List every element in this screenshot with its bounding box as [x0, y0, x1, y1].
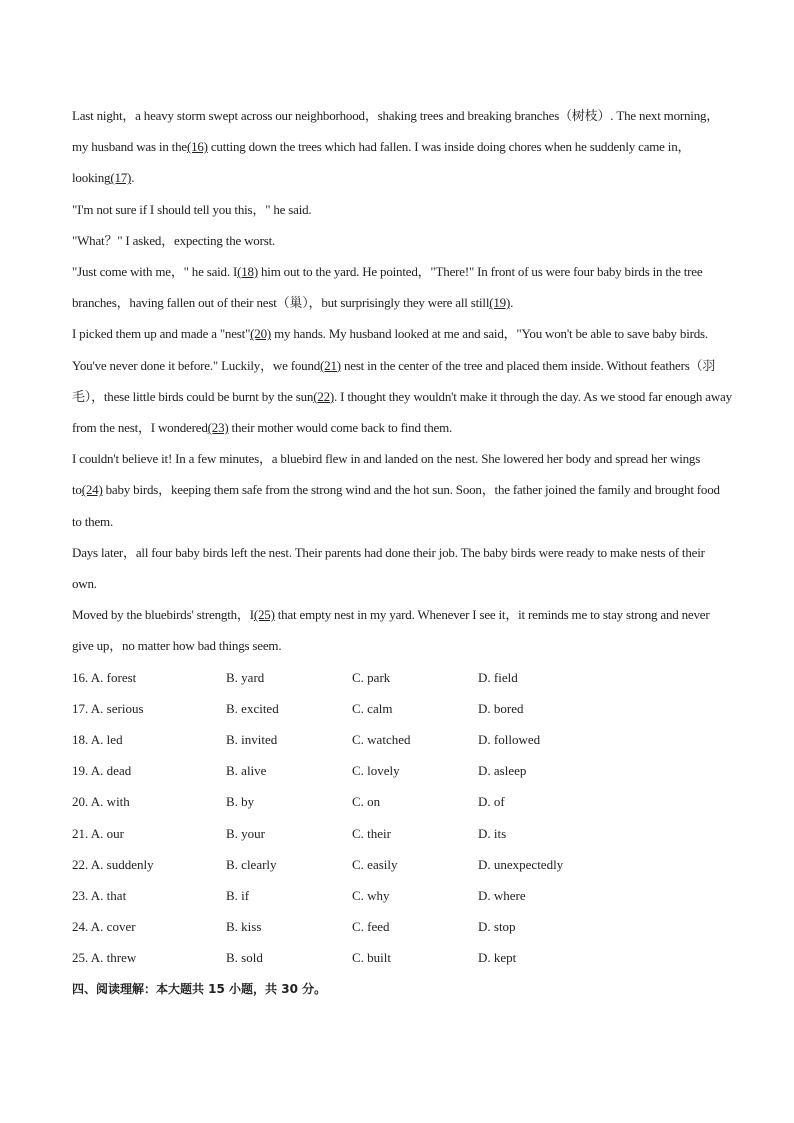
question-number: 18.: [72, 732, 89, 748]
option-a-text: A. cover: [90, 919, 136, 935]
passage-text: I couldn't believe it! In a few minutes，a bluebird flew in and landed on the nest. She lowered her body and spread her wings to: [72, 451, 701, 498]
question-row: [72, 880, 732, 911]
passage-paragraph: [72, 256, 732, 318]
option-a: [72, 911, 226, 942]
option-b: B. excited: [226, 700, 279, 716]
passage-text: "What？" I asked，expecting the worst.: [72, 232, 276, 248]
option-b: B. kiss: [226, 919, 262, 935]
passage-paragraph: [72, 537, 732, 599]
passage-text: their mother would come back to find them.: [228, 420, 453, 436]
blank-number: (24): [81, 482, 103, 498]
option-c: C. built: [352, 950, 392, 966]
option-d: D. kept: [478, 950, 517, 966]
option-c: C. park: [352, 669, 391, 685]
option-a: [72, 693, 226, 724]
option-b: B. your: [226, 825, 265, 841]
answer-options: [72, 662, 732, 974]
option-d: D. field: [478, 669, 518, 685]
blank-number: (17): [110, 170, 132, 186]
question-row: [72, 911, 732, 942]
passage-text: .: [510, 295, 514, 311]
option-b: B. sold: [226, 950, 263, 966]
question-number: 20.: [72, 794, 89, 810]
passage-paragraph: [72, 225, 732, 256]
option-c: C. feed: [352, 919, 390, 935]
option-a: [72, 662, 226, 693]
question-number: 24.: [72, 919, 89, 935]
passage-text: nest in the center of the tree and placed them inside. Without feathers（羽毛），these little birds could be burnt by the sun: [72, 357, 716, 404]
option-a-text: A. threw: [90, 950, 137, 966]
question-row: [72, 755, 732, 786]
option-b: B. by: [226, 794, 255, 810]
option-a-text: A. suddenly: [90, 856, 154, 872]
blank-number: (16): [186, 139, 208, 155]
question-row: [72, 786, 732, 817]
blank-number: (19): [489, 295, 511, 311]
question-row: [72, 724, 732, 755]
section-heading: 四、阅读理解：本大题共 15 小题，共 30 分。: [72, 981, 327, 996]
option-c: C. calm: [352, 700, 393, 716]
cloze-passage: [72, 100, 732, 662]
option-a: [72, 942, 226, 973]
option-b: B. if: [226, 887, 250, 903]
option-a: [72, 755, 226, 786]
option-a-text: A. led: [90, 732, 123, 748]
passage-text: I picked them up and made a "nest": [72, 326, 251, 342]
option-b: B. alive: [226, 763, 267, 779]
option-a: [72, 880, 226, 911]
option-a-text: A. our: [90, 825, 125, 841]
question-row: [72, 849, 732, 880]
option-b: B. invited: [226, 732, 278, 748]
passage-text: Moved by the bluebirds' strength，I: [72, 607, 254, 623]
exam-page: [72, 100, 732, 1005]
question-number: 25.: [72, 950, 89, 966]
passage-paragraph: [72, 443, 732, 537]
blank-number: (20): [250, 326, 272, 342]
option-c: C. watched: [352, 732, 411, 748]
passage-text: Last night，a heavy storm swept across our neighborhood，shaking trees and breaking branches（树枝）. The next morning，my husband was in the: [72, 108, 720, 155]
option-a: [72, 786, 226, 817]
option-d: D. asleep: [478, 763, 527, 779]
blank-number: (21): [320, 357, 341, 373]
passage-text: cutting down the trees which had fallen. I was inside doing chores when he suddenly came in，looking: [72, 139, 691, 186]
question-number: 21.: [72, 825, 89, 841]
question-row: [72, 942, 732, 973]
passage-text: "Just come with me，" he said. I: [72, 264, 238, 280]
passage-text: him out to the yard. He pointed，"There!" In front of us were four baby birds in the tree branches，having fallen out of their nest（巢），but surprisingly they were all still: [72, 264, 703, 311]
option-c: C. why: [352, 887, 390, 903]
option-b: B. clearly: [226, 856, 277, 872]
option-d: D. stop: [478, 919, 516, 935]
option-d: D. its: [478, 825, 507, 841]
option-a: [72, 724, 226, 755]
option-c: C. easily: [352, 856, 398, 872]
option-b: B. yard: [226, 669, 265, 685]
option-a-text: A. serious: [90, 700, 144, 716]
option-c: C. on: [352, 794, 381, 810]
option-d: D. of: [478, 794, 505, 810]
option-d: D. bored: [478, 700, 524, 716]
passage-paragraph: [72, 194, 732, 225]
blank-number: (18): [237, 264, 258, 280]
blank-number: (22): [313, 388, 335, 404]
option-d: D. unexpectedly: [478, 856, 564, 872]
passage-text: .: [131, 170, 135, 186]
blank-number: (23): [207, 420, 229, 436]
passage-text: my hands. My husband looked at me and said，"You won't be able to save baby birds. You've never done it before." Luckily，we found: [72, 326, 708, 373]
passage-paragraph: [72, 599, 732, 661]
passage-text: Days later，all four baby birds left the nest. Their parents had done their job. The baby birds were ready to make nests of their own.: [72, 544, 705, 592]
question-number: 22.: [72, 856, 89, 872]
option-a: [72, 818, 226, 849]
option-d: D. where: [478, 887, 526, 903]
option-a-text: A. with: [90, 794, 130, 810]
question-number: 19.: [72, 763, 89, 779]
question-number: 17.: [72, 700, 89, 716]
option-a: [72, 849, 226, 880]
question-row: [72, 693, 732, 724]
option-a-text: A. dead: [90, 763, 132, 779]
option-a-text: A. forest: [90, 669, 137, 685]
option-d: D. followed: [478, 732, 541, 748]
question-row: [72, 818, 732, 849]
blank-number: (25): [253, 607, 275, 623]
question-number: 23.: [72, 887, 89, 903]
question-row: [72, 662, 732, 693]
passage-text: "I'm not sure if I should tell you this，" he said.: [72, 201, 312, 217]
question-number: 16.: [72, 669, 89, 685]
option-a-text: A. that: [90, 887, 127, 903]
passage-paragraph: [72, 100, 732, 194]
passage-paragraph: [72, 318, 732, 443]
passage-text: that empty nest in my yard. Whenever I see it，it reminds me to stay strong and never give up，no matter how bad things seem.: [72, 607, 710, 654]
passage-text: baby birds，keeping them safe from the strong wind and the hot sun. Soon，the father joined the family and brought food to them.: [72, 482, 720, 529]
passage-text: . I thought they wouldn't make it through the day. As we stood far enough away from the nest，I wondered: [72, 388, 732, 436]
option-c: C. their: [352, 825, 391, 841]
option-c: C. lovely: [352, 763, 400, 779]
